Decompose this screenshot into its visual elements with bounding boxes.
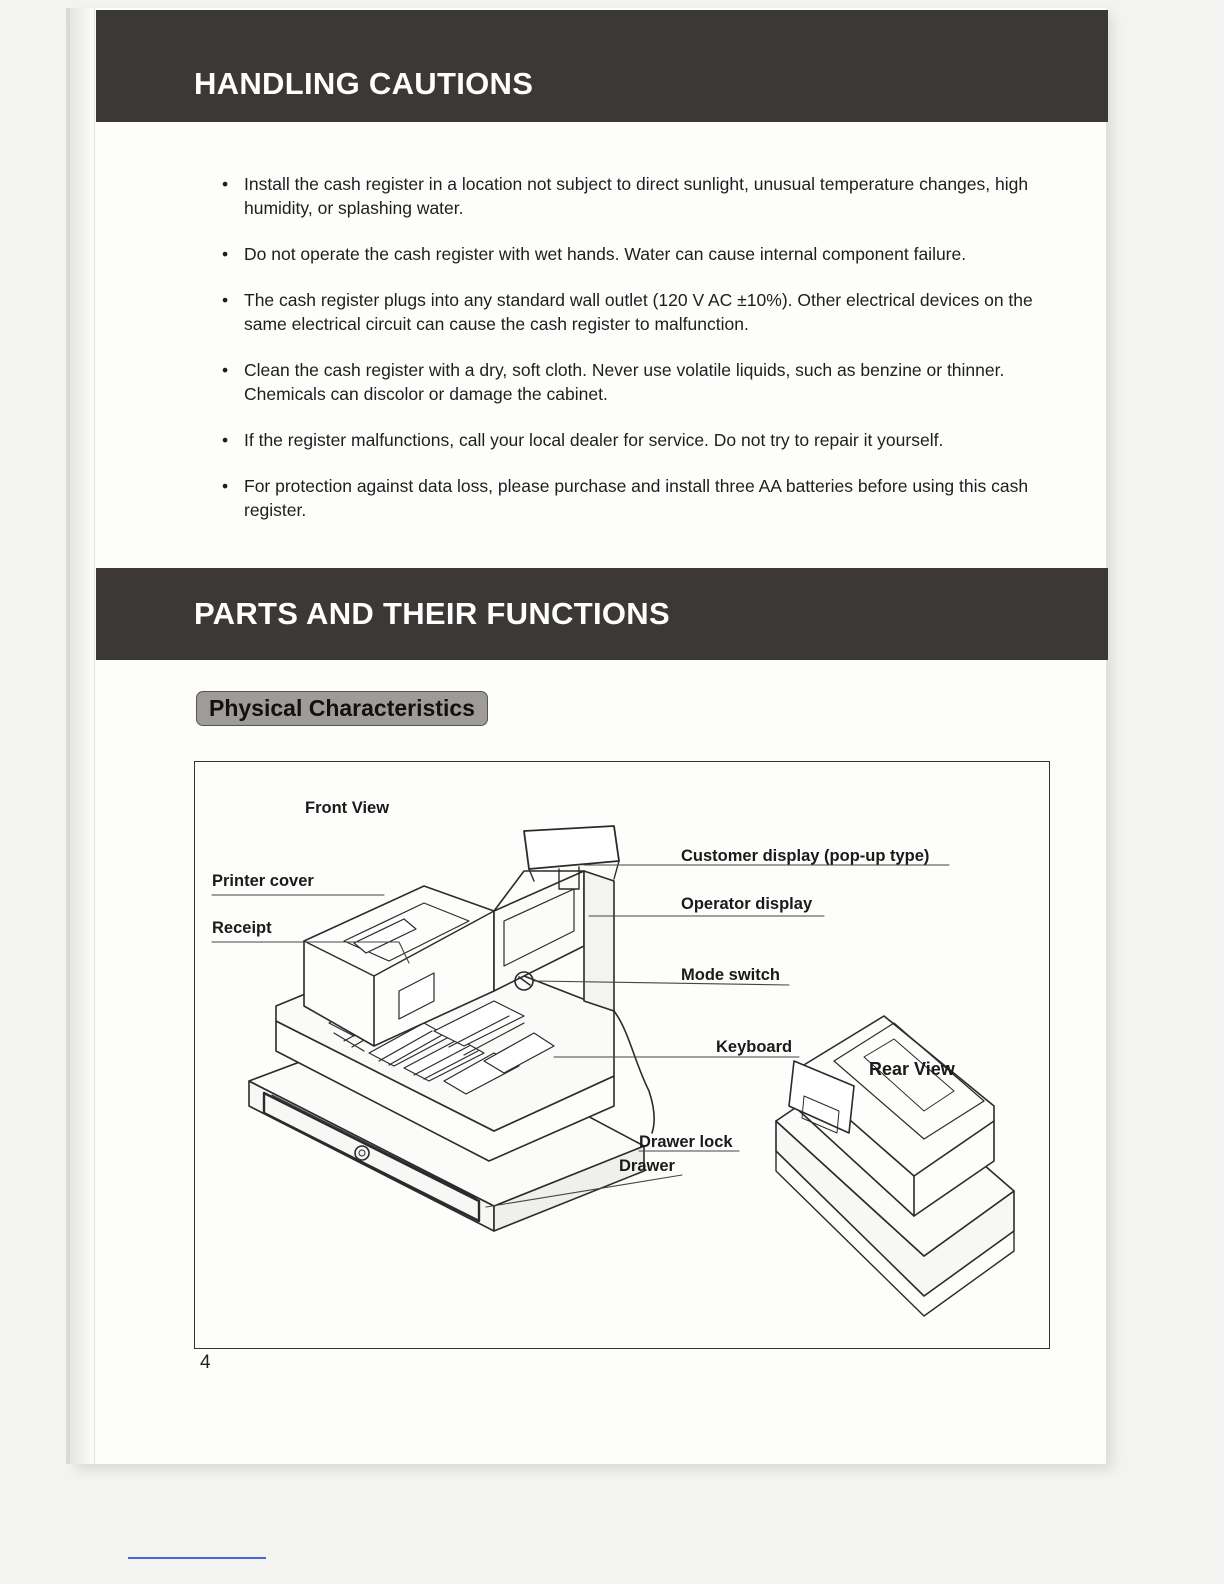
caution-item: • If the register malfunctions, call your local dealer for service. Do not try to repair it yourself.: [222, 428, 1052, 452]
caution-item: • For protection against data loss, please purchase and install three AA batteries before using this cash register.: [222, 474, 1052, 522]
caution-item: • Do not operate the cash register with wet hands. Water can cause internal component failure.: [222, 242, 1052, 266]
page-edge: [70, 8, 95, 1464]
handling-cautions-header: [96, 10, 1108, 122]
drawer-label: Drawer: [619, 1157, 675, 1175]
page-number: 4: [200, 1352, 211, 1373]
physical-characteristics-heading: Physical Characteristics: [196, 691, 488, 726]
customer-display-label: Customer display (pop-up type): [681, 847, 930, 865]
mode-switch-label: Mode switch: [681, 966, 781, 984]
parts-title: PARTS AND THEIR FUNCTIONS: [194, 596, 670, 631]
caution-item: • Clean the cash register with a dry, soft cloth. Never use volatile liquids, such as benzine or thinner. Chemicals can discolor or damage the cabinet.: [222, 358, 1052, 406]
rear-view-label: Rear View: [869, 1059, 955, 1079]
caution-item: • Install the cash register in a location not subject to direct sunlight, unusual temperature changes, high humidity, or splashing water.: [222, 172, 1052, 220]
caution-item: • The cash register plugs into any standard wall outlet (120 V AC ±10%). Other electrical devices on the same electrical circuit can cause the cash register to malfunction.: [222, 288, 1052, 336]
scan-artifact-line: [128, 1557, 266, 1559]
keyboard-label: Keyboard: [716, 1038, 793, 1056]
drawer-lock-label: Drawer lock: [639, 1133, 733, 1151]
handling-cautions-title: HANDLING CAUTIONS: [194, 66, 534, 101]
printer-cover-label: Printer cover: [212, 872, 314, 890]
front-view-label: Front View: [305, 799, 390, 817]
cautions-list: [222, 172, 1052, 544]
parts-header: [96, 568, 1108, 660]
receipt-label: Receipt: [212, 919, 272, 937]
operator-display-label: Operator display: [681, 895, 813, 913]
